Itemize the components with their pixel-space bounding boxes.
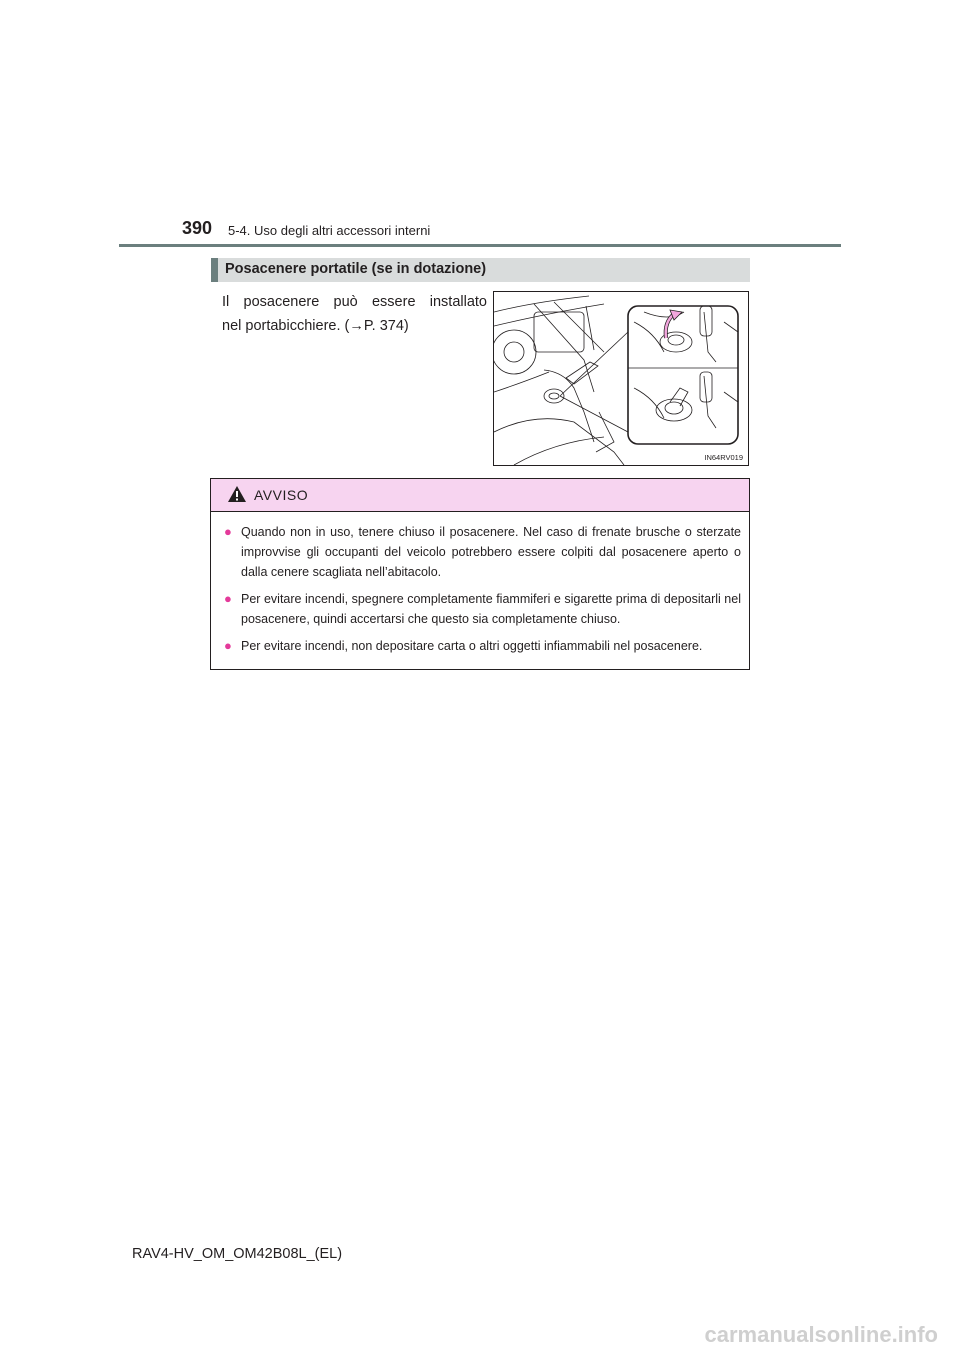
section-body-text [222,290,487,338]
bullet-icon: ● [224,524,232,539]
warning-item [221,636,741,656]
warning-item-text: Quando non in uso, tenere chiuso il posacenere. Nel caso di frenate brusche o sterzate improvvise gli occupanti del veicolo potrebbero essere colpiti dal posacenere aperto o dalla cenere scagliata nell’abitacolo. [241,525,741,579]
warning-header [211,479,749,512]
footer-manual-code: RAV4-HV_OM_OM42B08L_(EL) [132,1246,343,1262]
warning-item [221,522,741,582]
figure-code: IN64RV019 [704,453,743,462]
section-heading [211,258,750,282]
header-divider [119,244,841,247]
body-line-2: nel portabicchiere. (→P. 374) [222,318,409,334]
warning-label: AVVISO [254,487,309,503]
warning-list [221,522,741,663]
body-line-1: Il posacenere può essere installato [222,294,487,310]
chapter-title: 5-4. Uso degli altri accessori interni [228,223,431,238]
bullet-icon: ● [224,591,232,606]
ashtray-illustration-drawing [494,292,748,465]
page-number: 390 [182,218,213,238]
watermark: carmanualsonline.info [704,1322,938,1347]
section-heading-bar [211,258,218,282]
section-heading-text: Posacenere portatile (se in dotazione) [225,261,487,277]
warning-triangle-icon [227,485,247,503]
warning-item-text: Per evitare incendi, spegnere completamente fiammiferi e sigarette prima di depositarli nel posacenere, quindi accertarsi che questo sia completamente chiuso. [241,592,741,626]
bullet-icon: ● [224,638,232,653]
warning-box [210,478,750,670]
ashtray-illustration [493,291,749,466]
warning-item-text: Per evitare incendi, non depositare carta o altri oggetti infiammabili nel posacenere. [241,639,703,653]
warning-item [221,589,741,629]
